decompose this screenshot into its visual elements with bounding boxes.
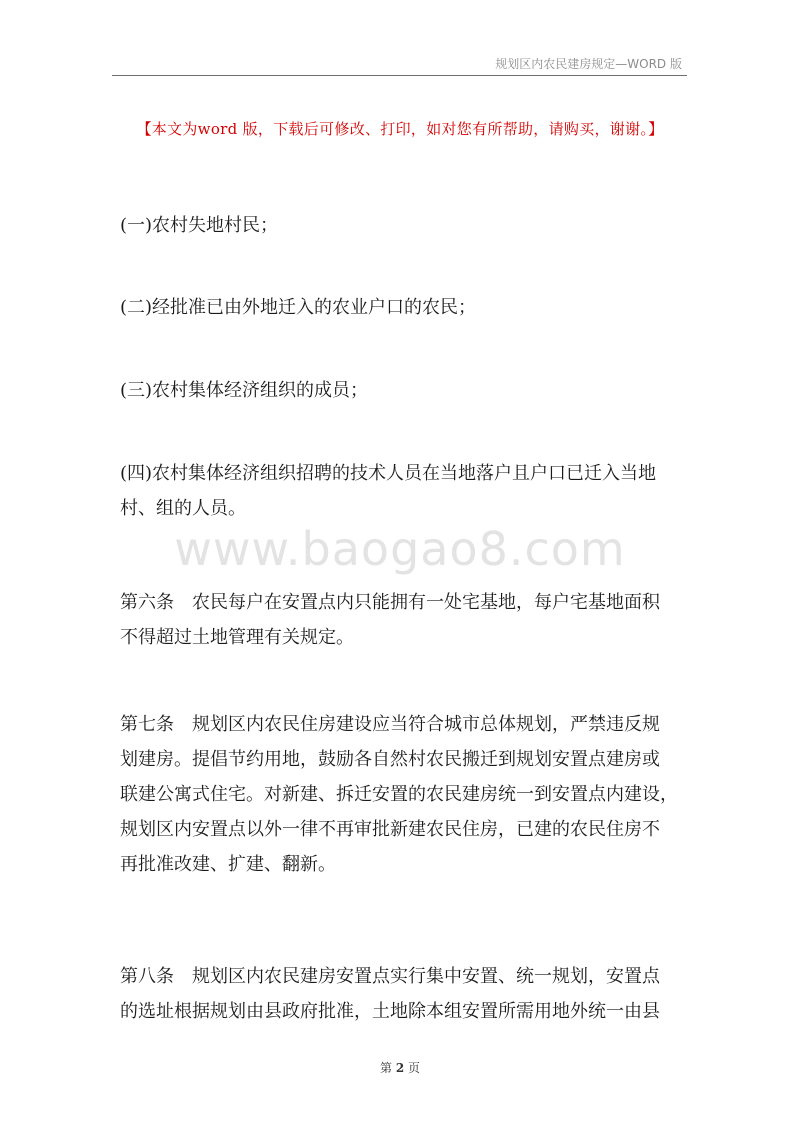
text-line: 规划区内安置点以外一律不再审批新建农民住房，已建的农民住房不 xyxy=(120,819,660,840)
text-line: 再批准改建、扩建、翻新。 xyxy=(120,854,336,875)
footer-suffix: 页 xyxy=(408,1061,421,1075)
text-line: 第七条 规划区内农民住房建设应当符合城市总体规划，严禁违反规 xyxy=(120,714,660,735)
page-number: 2 xyxy=(395,1061,405,1075)
purchase-notice: 【本文为word 版，下载后可修改、打印，如对您有所帮助，请购买，谢谢。】 xyxy=(136,120,664,138)
text-line: 不得超过土地管理有关规定。 xyxy=(120,627,354,648)
paragraph-1 xyxy=(120,208,685,243)
watermark: www.baogao8.com xyxy=(174,522,626,576)
text-line: (四)农村集体经济组织招聘的技术人员在当地落户且户口已迁入当地 xyxy=(120,463,657,484)
paragraph-2 xyxy=(120,290,685,325)
text-line: 村、组的人员。 xyxy=(120,498,246,519)
footer-prefix: 第 xyxy=(379,1061,392,1075)
text-line: (二)经批准已由外地迁入的农业户口的农民； xyxy=(120,297,477,318)
page-footer xyxy=(0,1059,800,1076)
article-6 xyxy=(120,585,685,655)
text-line: (一)农村失地村民； xyxy=(120,215,279,236)
text-line: 的选址根据规划由县政府批准，土地除本组安置所需用地外统一由县 xyxy=(120,1001,660,1022)
text-line: (三)农村集体经济组织的成员； xyxy=(120,380,369,401)
text-line: 划建房。提倡节约用地，鼓励各自然村农民搬迁到规划安置点建房或 xyxy=(120,749,660,770)
article-7 xyxy=(120,707,685,882)
text-line: 第八条 规划区内农民建房安置点实行集中安置、统一规划，安置点 xyxy=(120,966,660,987)
header-title: 规划区内农民建房规定—WORD 版 xyxy=(495,57,682,71)
text-line: 联建公寓式住宅。对新建、拆迁安置的农民建房统一到安置点内建设， xyxy=(120,784,678,805)
paragraph-4 xyxy=(120,456,685,526)
paragraph-3 xyxy=(120,373,685,408)
header-divider xyxy=(112,75,687,76)
article-8 xyxy=(120,959,685,1029)
text-line: 第六条 农民每户在安置点内只能拥有一处宅基地，每户宅基地面积 xyxy=(120,592,660,613)
